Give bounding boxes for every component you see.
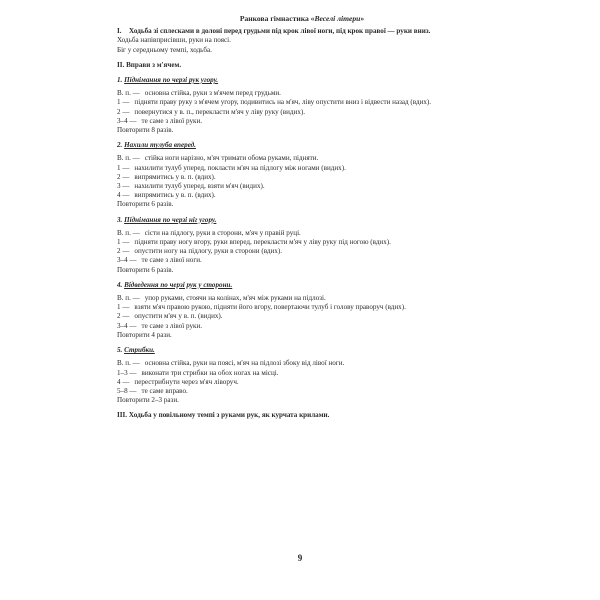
step-number: 2 — <box>117 247 130 256</box>
exercise-heading <box>117 216 487 225</box>
section-1-line: Біг у середньому темпі, ходьба. <box>117 45 212 54</box>
exercise-step <box>117 294 487 303</box>
exercise-step <box>117 108 487 117</box>
exercise-heading <box>117 346 487 355</box>
exercise-block <box>117 76 487 141</box>
section-2-heading: II. Вправи з м'ячем. <box>117 60 182 69</box>
step-text: виконати три стрибки на обох ногах на місці. <box>141 368 279 377</box>
step-number: 2 — <box>117 172 130 181</box>
exercise-title: Стрибки. <box>124 346 155 355</box>
step-number: 1–3 — <box>117 368 137 377</box>
exercise-block <box>117 281 487 346</box>
step-number: 1 — <box>117 303 130 312</box>
step-number: 5–8 — <box>117 386 137 395</box>
step-number: В. п. — <box>117 154 140 163</box>
exercise-step <box>117 98 487 107</box>
exercise-step <box>117 238 487 247</box>
step-text: основна стійка, руки з м'ячем перед грудьми. <box>144 89 281 98</box>
step-text: випрямитись у в. п. (вдих). <box>134 191 216 200</box>
step-text: перестрибнути через м'яч ліворуч. <box>134 377 239 386</box>
step-number: 3–4 — <box>117 116 137 125</box>
exercise-step <box>117 117 487 126</box>
section-1-line: Ходьба напівприсівши, руки на поясі. <box>117 36 231 45</box>
step-text: нахилити тулуб уперед, взяти м'яч (видих). <box>134 182 265 191</box>
exercise-repeat: Повторити 6 разів. <box>117 265 174 274</box>
exercise-repeat: Повторити 8 разів. <box>117 126 174 135</box>
step-text: опустити м'яч у в. п. (видих). <box>134 312 223 321</box>
exercise-block <box>117 141 487 215</box>
exercise-heading <box>117 281 487 290</box>
exercise-number: 4. <box>117 280 123 289</box>
exercise-title: Відведення по черзі рук у сторони. <box>124 280 233 289</box>
step-text: підняти праву руку з м'ячем угору, подивитись на м'яч, ліву опустити вниз і відвести назад (вдих). <box>134 98 432 107</box>
exercise-number: 2. <box>117 141 123 150</box>
section-1-number: I. <box>117 27 122 36</box>
step-number: 1 — <box>117 98 130 107</box>
exercise-number: 3. <box>117 215 123 224</box>
step-text: стійка ноги нарізно, м'яч тримати обома руками, підняти. <box>144 154 319 163</box>
section-3-heading: III. Ходьба у повільному темпі з руками рук, як курчата крилами. <box>117 411 330 420</box>
exercise-step <box>117 312 487 321</box>
exercise-step <box>117 322 487 331</box>
section-1-text: Ходьба зі сплесками в долоні перед грудьми під крок лівої ноги, під крок правої — руки вниз. <box>129 27 431 36</box>
exercise-step <box>117 182 487 191</box>
page-title <box>117 14 487 23</box>
exercise-list <box>117 76 487 411</box>
exercise-step <box>117 247 487 256</box>
step-number: 4 — <box>117 377 130 386</box>
step-text: взяти м'яч правою рукою, підняти його вгору, повертаючи тулуб і голову праворуч (вдих). <box>134 303 406 312</box>
exercise-step <box>117 369 487 378</box>
exercise-step <box>117 89 487 98</box>
exercise-step <box>117 303 487 312</box>
exercise-step <box>117 359 487 368</box>
page-content <box>117 14 487 421</box>
step-number: 3 — <box>117 182 130 191</box>
step-number: 4 — <box>117 191 130 200</box>
title-end: » <box>360 14 365 23</box>
step-text: сісти на підлогу, руки в сторони, м'яч у правій руці. <box>144 228 301 237</box>
step-number: В. п. — <box>117 294 140 303</box>
exercise-block <box>117 346 487 411</box>
exercise-step <box>117 256 487 265</box>
step-text: те саме вправо. <box>141 386 188 395</box>
exercise-block <box>117 216 487 281</box>
step-number: 1 — <box>117 238 130 247</box>
exercise-step <box>117 378 487 387</box>
exercise-heading <box>117 141 487 150</box>
step-number: 1 — <box>117 163 130 172</box>
exercise-step <box>117 173 487 182</box>
exercise-step <box>117 154 487 163</box>
exercise-number: 5. <box>117 346 123 355</box>
step-text: те саме з лівої руки. <box>141 116 203 125</box>
step-number: В. п. — <box>117 89 140 98</box>
page-number: 9 <box>297 553 303 563</box>
step-text: випрямитись у в. п. (вдих). <box>134 172 216 181</box>
exercise-repeat: Повторити 4 рази. <box>117 330 172 339</box>
title-italic: Веселі літери <box>314 14 361 23</box>
exercise-repeat: Повторити 6 разів. <box>117 200 174 209</box>
step-number: 2 — <box>117 312 130 321</box>
step-text: те саме з лівої руки. <box>141 321 203 330</box>
step-number: В. п. — <box>117 228 140 237</box>
exercise-title: Піднімання по черзі рук угору. <box>124 76 219 85</box>
step-number: В. п. — <box>117 359 140 368</box>
exercise-repeat: Повторити 2–3 рази. <box>117 396 179 405</box>
step-text: підняти праву ногу вгору, руки вперед, перекласти м'яч у ліву руку під ногою (вдих). <box>134 238 391 247</box>
exercise-step <box>117 229 487 238</box>
step-text: те саме з лівої ноги. <box>141 256 202 265</box>
step-text: основна стійка, руки на поясі, м'яч на підлозі збоку від лівої ноги. <box>144 359 345 368</box>
step-text: нахилити тулуб уперед, покласти м'яч на підлогу між ногами (видих). <box>134 163 346 172</box>
exercise-step <box>117 387 487 396</box>
exercise-step <box>117 191 487 200</box>
exercise-heading <box>117 76 487 85</box>
title-text: Ранкова гімнастика « <box>239 14 315 23</box>
section-1-heading <box>117 27 487 36</box>
step-text: упор руками, стоячи на колінах, м'яч між руками на підлозі. <box>144 294 326 303</box>
step-number: 3–4 — <box>117 321 137 330</box>
step-number: 3–4 — <box>117 256 137 265</box>
step-number: 2 — <box>117 107 130 116</box>
exercise-title: Нахили тулуба вперед. <box>124 141 196 150</box>
step-text: опустити ногу на підлогу, руки в сторони (вдих). <box>134 247 282 256</box>
step-text: повернутися у в. п., перекласти м'яч у ліву руку (видих). <box>134 107 306 116</box>
exercise-step <box>117 164 487 173</box>
exercise-number: 1. <box>117 76 123 85</box>
exercise-title: Піднімання по черзі ніг угору. <box>124 215 217 224</box>
